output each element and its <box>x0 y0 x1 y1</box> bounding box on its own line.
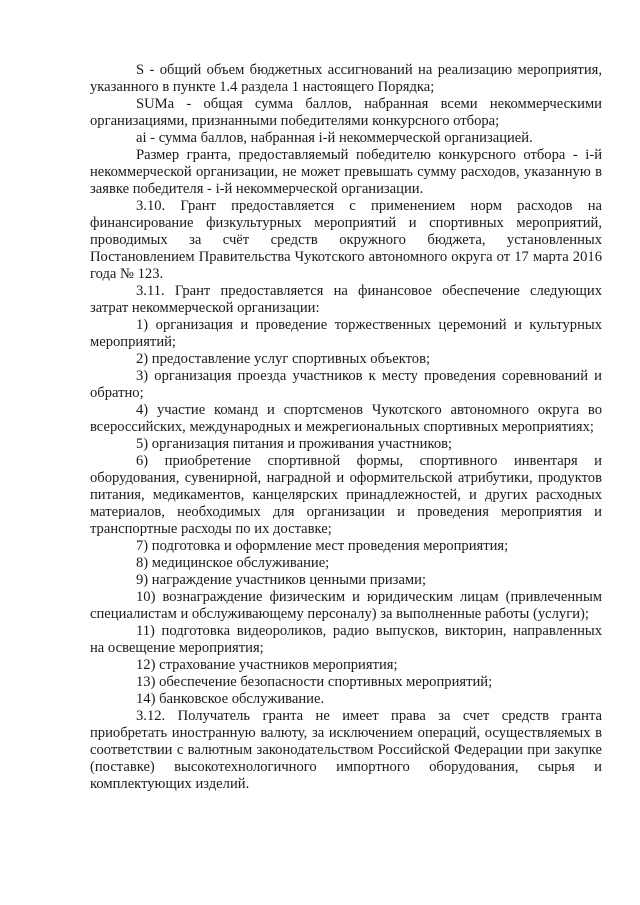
list-item-5: 5) организация питания и проживания участников; <box>136 436 453 452</box>
list-item-13: 13) обеспечение безопасности спортивных мероприятий; <box>136 674 493 690</box>
paragraph-3-11: 3.11. Грант предоставляется на финансовое обеспечение следующих затрат некоммерческой организации: <box>90 283 602 316</box>
list-item-8: 8) медицинское обслуживание; <box>136 555 330 571</box>
paragraph-definition-ai: ai - сумма баллов, набранная i-й некоммерческой организацией. <box>136 130 533 146</box>
paragraph-definition-s: S - общий объем бюджетных ассигнований на реализацию мероприятия, указанного в пункте 1.4 раздела 1 настоящего Порядка; <box>90 62 602 95</box>
list-item-11: 11) подготовка видеороликов, радио выпусков, викторин, направленных на освещение мероприятия; <box>90 623 602 656</box>
list-item-3: 3) организация проезда участников к месту проведения соревнований и обратно; <box>90 368 602 401</box>
list-item-12: 12) страхование участников мероприятия; <box>136 657 398 673</box>
paragraph-3-10: 3.10. Грант предоставляется с применением норм расходов на финансирование физкультурных мероприятий и спортивных мероприятий, проводимых за счёт средств окружного бюджета, установленных Постановлением Правительства Чукотского автономного округа от 17 марта 2016 года № 123. <box>90 198 602 282</box>
list-item-10: 10) вознаграждение физическим и юридическим лицам (привлеченным специалистам и обслуживающему персоналу) за выполненные работы (услуги); <box>90 589 602 622</box>
list-item-6: 6) приобретение спортивной формы, спортивного инвентаря и оборудования, сувенирной, наградной и оформительской атрибутики, продуктов питания, медикаментов, канцелярских принадлежностей, и других расходных материалов, необходимых для организации и проведения мероприятия и транспортные расходы по их доставке; <box>90 453 602 537</box>
paragraph-3-12: 3.12. Получатель гранта не имеет права за счет средств гранта приобретать иностранную валюту, за исключением операций, осуществляемых в соответствии с валютным законодательством Российской Федерации при закупке (поставке) высокотехнологичного импортного оборудования, сырья и комплектующих изделий. <box>90 708 602 792</box>
list-item-1: 1) организация и проведение торжественных церемоний и культурных мероприятий; <box>90 317 602 350</box>
paragraph-definition-suma: SUMa - общая сумма баллов, набранная всеми некоммерческими организациями, признанными победителями конкурсного отбора; <box>90 96 602 129</box>
paragraph-grant-size: Размер гранта, предоставляемый победителю конкурсного отбора - i-й некоммерческой организации, не может превышать сумму расходов, указанную в заявке победителя - i-й некоммерческой организации. <box>90 147 602 197</box>
list-item-14: 14) банковское обслуживание. <box>136 691 325 707</box>
document-body <box>90 62 602 793</box>
list-item-7: 7) подготовка и оформление мест проведения мероприятия; <box>136 538 509 554</box>
list-item-9: 9) награждение участников ценными призами; <box>136 572 427 588</box>
list-item-2: 2) предоставление услуг спортивных объектов; <box>136 351 431 367</box>
list-item-4: 4) участие команд и спортсменов Чукотского автономного округа во всероссийских, международных и межрегиональных спортивных мероприятиях; <box>90 402 602 435</box>
